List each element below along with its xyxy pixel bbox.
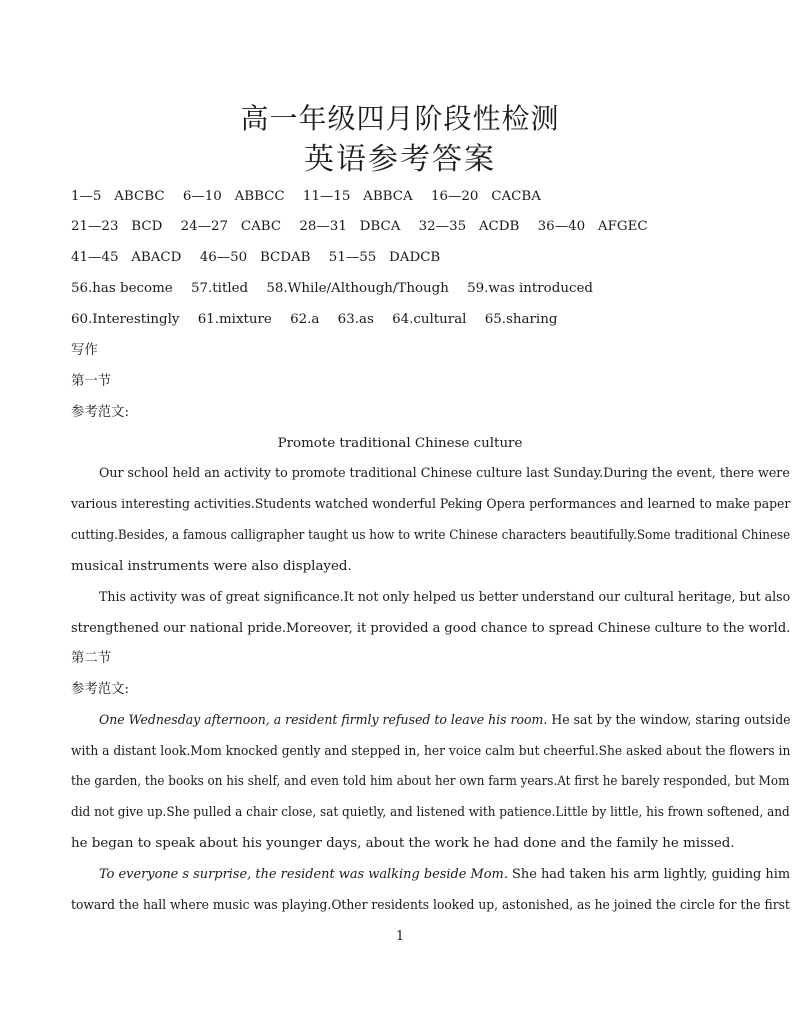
story-given-sentence: One Wednesday afternoon, a resident firmly refused to leave his room. xyxy=(99,713,548,728)
part2-heading: 第二节 xyxy=(71,651,112,666)
grammar-answer: 56.has become xyxy=(71,281,173,296)
story-line: did not give up.She pulled a chair close, sat quietly, and listened with patience.Little by little, his frown softened, and xyxy=(71,805,790,820)
essay-line: cutting.Besides, a famous calligrapher taught us how to write Chinese characters beautifully.Some traditional Chinese xyxy=(71,528,791,543)
story-line xyxy=(99,865,791,885)
essay-line: This activity was of great significance.It not only helped us better understand our cultural heritage, but also xyxy=(99,590,791,605)
section-heading-writing: 写作 xyxy=(71,343,98,358)
answer-range: 16—20 xyxy=(430,189,479,204)
story-given-sentence: To everyone s surprise, the resident was walking beside Mom. xyxy=(99,867,508,882)
document-title: 高一年级四月阶段性检测 xyxy=(240,102,560,135)
grammar-answer: 65.sharing xyxy=(484,312,558,327)
answer-range: 24—27 xyxy=(180,219,229,234)
answer-value: AFGEC xyxy=(597,219,648,234)
answer-value: BCDAB xyxy=(259,250,311,265)
story-line: with a distant look.Mom knocked gently and stepped in, her voice calm but cheerful.She asked about the flowers in xyxy=(71,744,791,759)
grammar-answer: 57.titled xyxy=(190,281,249,296)
answer-value: ACDB xyxy=(478,219,520,234)
page-number: 1 xyxy=(395,929,405,944)
answer-value: DBCA xyxy=(359,219,401,234)
grammar-answer: 62.a xyxy=(290,312,320,327)
answer-range: 46—50 xyxy=(199,250,248,265)
part2-sample-label: 参考范文: xyxy=(71,682,130,697)
story-text: She had taken his arm lightly, guiding him xyxy=(507,867,791,882)
grammar-answer: 59.was introduced xyxy=(467,281,593,296)
answer-value: ABCBC xyxy=(114,189,165,204)
story-line: the garden, the books on his shelf, and even told him about her own farm years.At first he barely responded, but Mom xyxy=(71,774,790,789)
essay-line: various interesting activities.Students watched wonderful Peking Opera performances and learned to make paper xyxy=(71,497,791,512)
grammar-answer: 61.mixture xyxy=(197,312,272,327)
answer-range: 41—45 xyxy=(71,250,119,265)
answer-value: CABC xyxy=(240,219,282,234)
answer-value: DADCB xyxy=(389,250,441,265)
essay-line: strengthened our national pride.Moreover, it provided a good chance to spread Chinese culture to the world. xyxy=(71,621,791,636)
answer-value: BCD xyxy=(131,219,163,234)
grammar-answer: 64.cultural xyxy=(392,312,467,327)
grammar-answers-row-2 xyxy=(71,310,751,330)
part1-sample-label: 参考范文: xyxy=(71,405,130,420)
grammar-answers-row-1 xyxy=(71,279,751,299)
answer-range: 36—40 xyxy=(537,219,586,234)
answer-range: 6—10 xyxy=(182,189,222,204)
answer-value: ABBCA xyxy=(363,189,413,204)
answer-value: ABACD xyxy=(131,250,182,265)
answer-row-2 xyxy=(71,217,751,237)
story-line: he began to speak about his younger days, about the work he had done and the family he missed. xyxy=(71,836,735,851)
answer-range: 28—31 xyxy=(299,219,347,234)
grammar-answer: 63.as xyxy=(337,312,374,327)
story-text: He sat by the window, staring outside xyxy=(547,713,791,728)
grammar-answer: 60.Interestingly xyxy=(71,312,180,327)
document-subtitle: 英语参考答案 xyxy=(304,142,496,177)
answer-range: 32—35 xyxy=(418,219,467,234)
essay-line: musical instruments were also displayed. xyxy=(71,559,352,574)
essay-title: Promote traditional Chinese culture xyxy=(277,436,523,451)
answer-row-3 xyxy=(71,248,751,268)
part1-heading: 第一节 xyxy=(71,374,112,389)
answer-range: 11—15 xyxy=(302,189,351,204)
story-line xyxy=(99,711,791,731)
answer-value: ABBCC xyxy=(234,189,285,204)
answer-range: 51—55 xyxy=(328,250,377,265)
grammar-answer: 58.While/Although/Though xyxy=(266,281,449,296)
essay-line: Our school held an activity to promote traditional Chinese culture last Sunday.During the event, there were xyxy=(99,466,790,481)
answer-value: CACBA xyxy=(491,189,541,204)
answer-range: 1—5 xyxy=(71,189,102,204)
story-line: toward the hall where music was playing.Other residents looked up, astonished, as he joined the circle for the first xyxy=(71,898,790,913)
answer-range: 21—23 xyxy=(71,219,119,234)
answer-row-1 xyxy=(71,187,751,207)
